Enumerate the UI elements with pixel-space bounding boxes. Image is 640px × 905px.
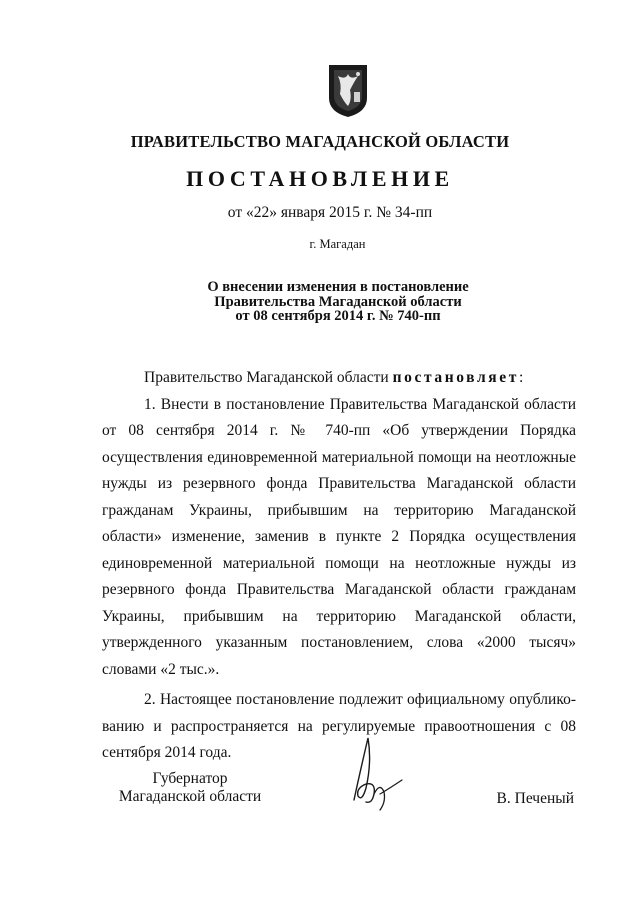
document-city: г. Магадан [309,237,366,251]
signatory-title-line-2: Магаданской области [118,788,262,805]
document-subject [0,280,640,324]
paragraph-1: 1. Внести в постановление Правительства Магаданской области от 08 сентября 2014 г. № 740-пп «Об утверждении Порядка осуществления единовременной материальной помощи на неотложные нужды из резервного фонда Правительства Магаданской области гражданам Украины, прибывшим на территорию Магаданской области» изменение, заменив в пункте 2 Порядка осуществления единовременной материальной помощи на неотложные нужды из резервного фонда Правительства Магаданской области гражданам Украины, прибывшим на территорию Магаданской области, утвержденного указанным постановлением, слова «2000 тысяч» словами «2 тыс.». [102,395,576,678]
subject-line-3: от 08 сентября 2014 г. № 740-пп [235,308,441,324]
paragraph-2: 2. Настоящее постановление подлежит официальному опубликованию и распространяется на регулируемые правоотношения с 08 сентября 2014 года. [102,691,576,761]
document-type: ПОСТАНОВЛЕНИЕ [186,166,454,191]
organization-title: ПРАВИТЕЛЬСТВО МАГАДАНСКОЙ ОБЛАСТИ [130,132,510,151]
subject-line-2: Правительства Магаданской области [214,293,462,310]
document-body [102,365,576,767]
signatory-name: В. Печеный [496,790,574,807]
signatory-title [100,770,280,806]
document-date-number: от «22» января 2015 г. № 34-пп [227,204,433,221]
signatory-title-line-1: Губернатор [152,770,228,787]
preamble [102,365,576,392]
preamble-verb: постановляет [392,369,519,386]
coat-of-arms-icon [328,64,368,118]
preamble-text: Правительство Магаданской области [144,369,393,386]
handwritten-signature-icon [336,732,416,812]
preamble-colon: : [518,369,524,386]
subject-line-1: О внесении изменения в постановление [207,279,469,295]
